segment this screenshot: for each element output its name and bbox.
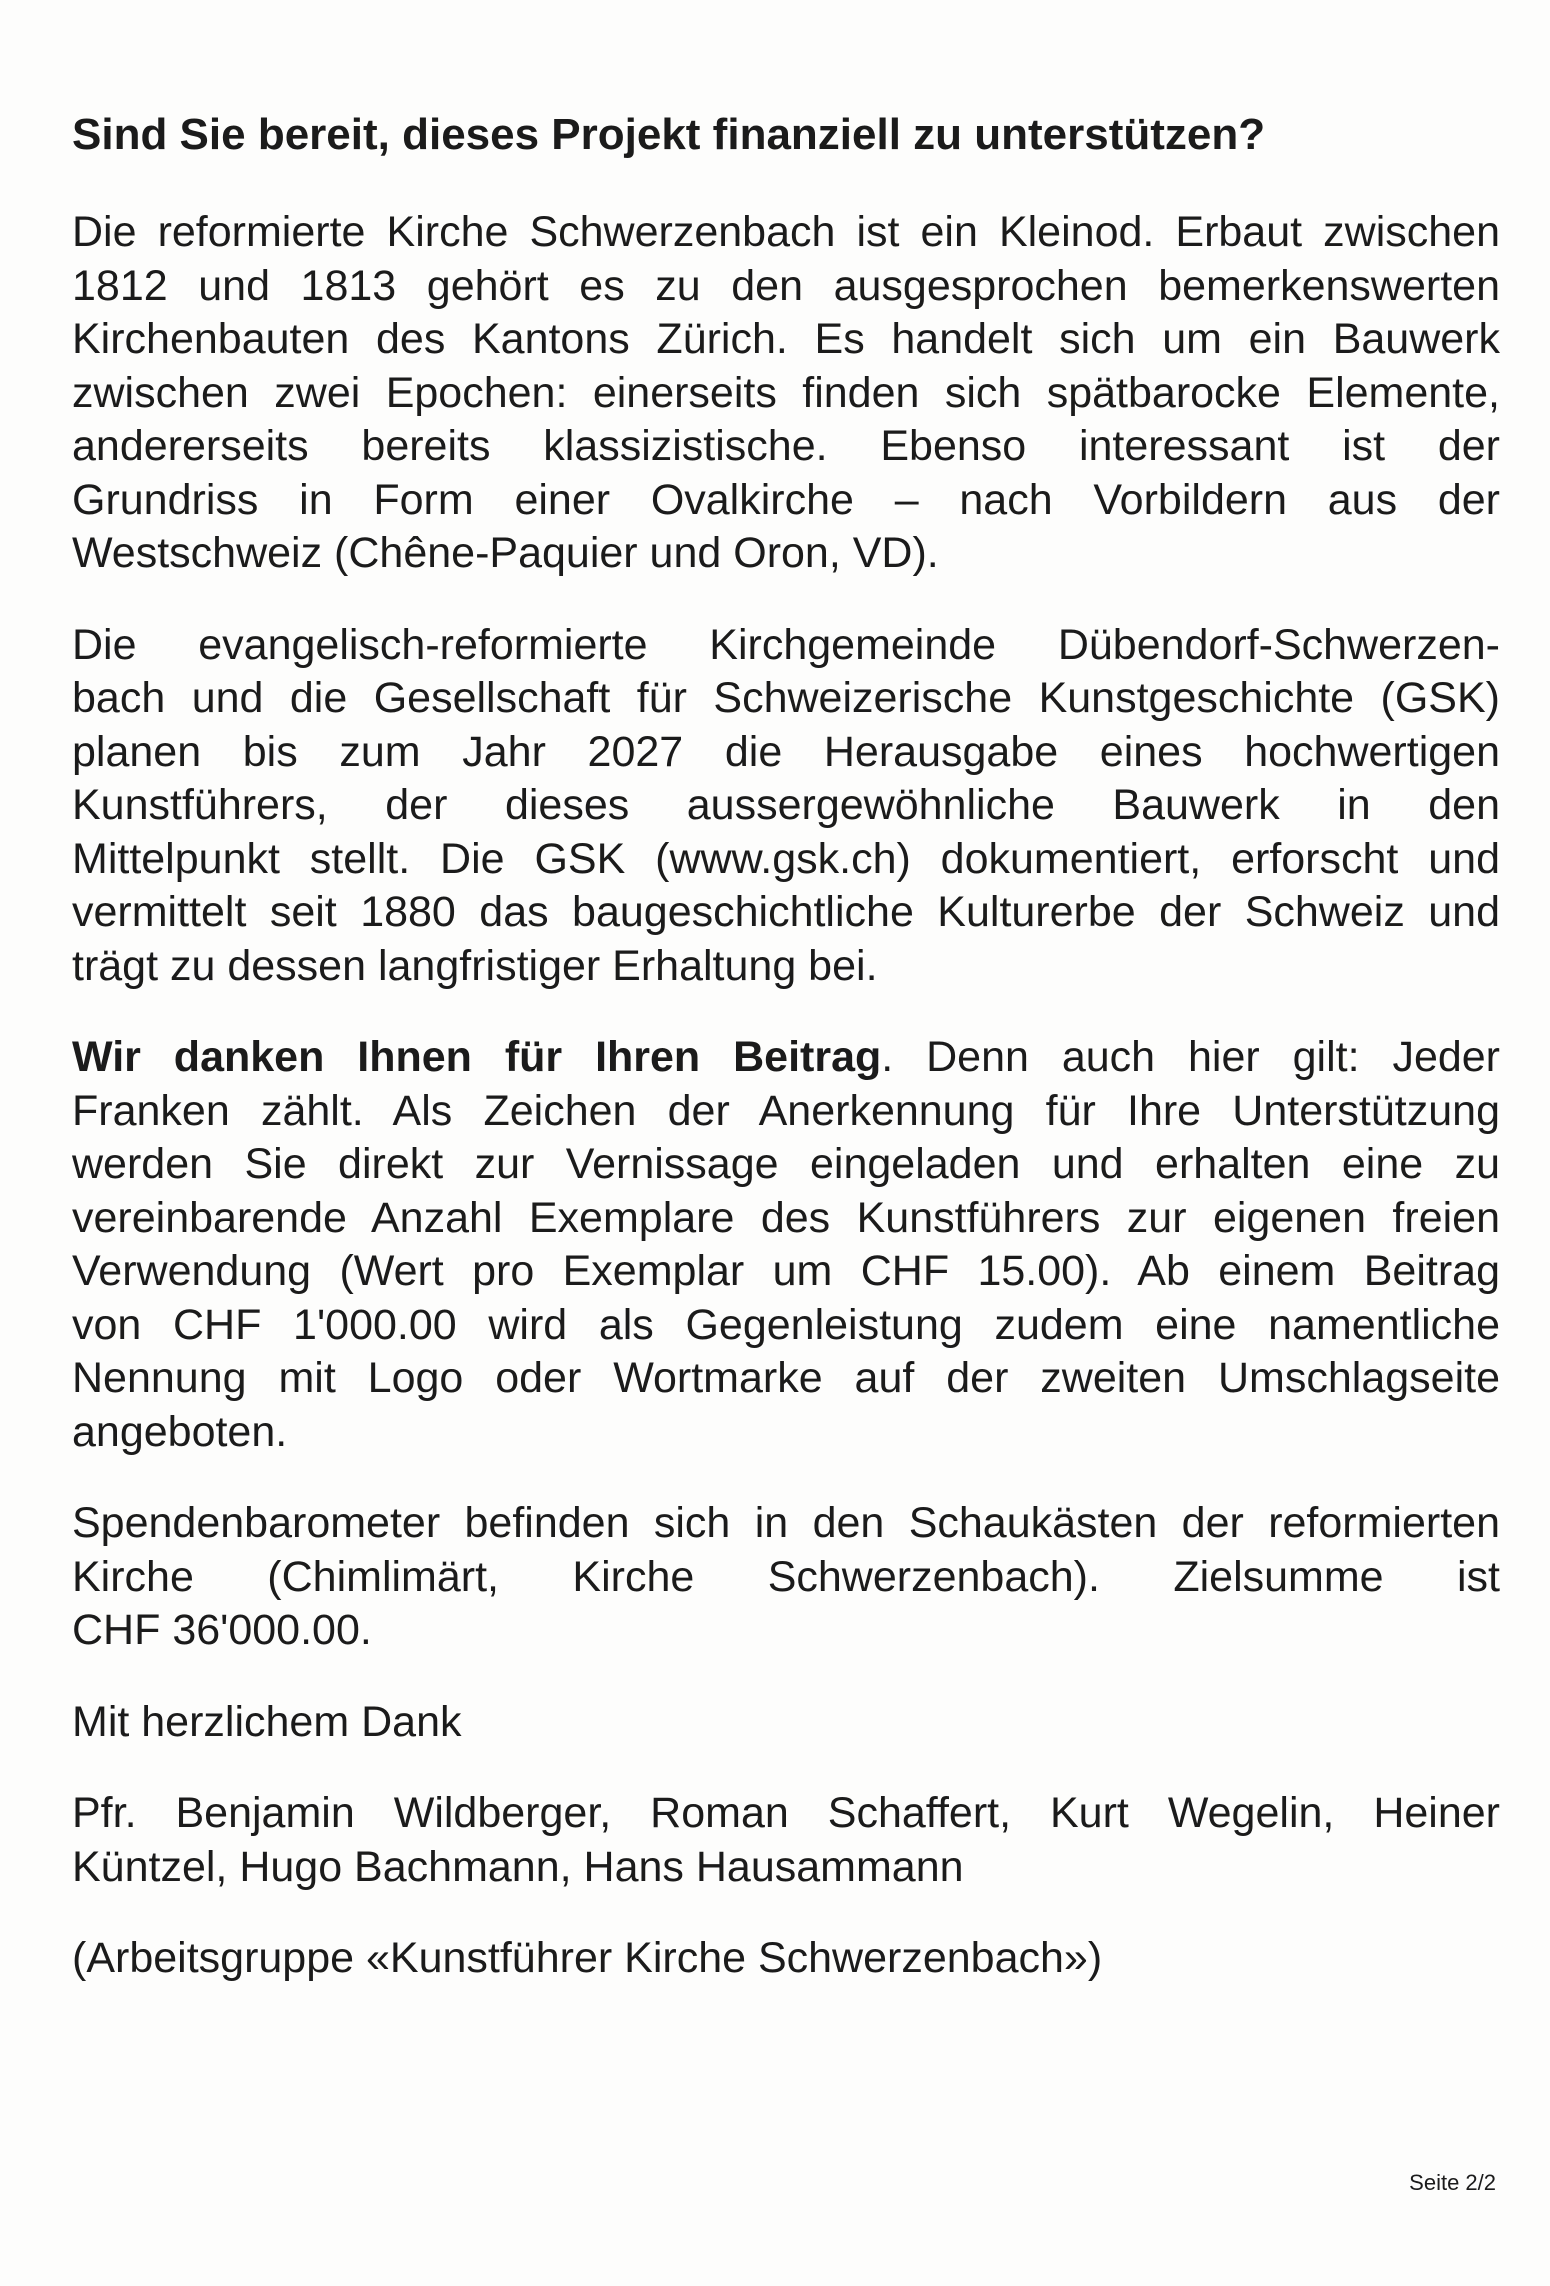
text-line: Die reformierte Kirche Schwerzenbach ist ein Kleinod. Erbaut zwischen [72,208,1500,256]
text-line: Verwendung (Wert pro Exemplar um CHF 15.00). Ab einem Beitrag [72,1247,1500,1295]
text-line: Pfr. Benjamin Wildberger, Roman Schaffert, Kurt Wegelin, Heiner [72,1789,1500,1837]
text-line: CHF 36'000.00. [72,1606,372,1654]
text-line: Grundriss in Form einer Ovalkirche – nach Vorbildern aus der [72,475,1500,524]
text-line: Westschweiz (Chêne-Paquier und Oron, VD). [72,529,939,577]
closing-greeting: Mit herzlichem Dank [72,1697,462,1746]
paragraph-project-description [72,619,1500,994]
paragraph-church-description [72,206,1500,581]
page-heading: Sind Sie bereit, dieses Projekt finanziell zu unterstützen? [72,110,1266,159]
paragraph-thanks [72,1031,1500,1459]
text-line: vermittelt seit 1880 das baugeschichtliche Kulturerbe der Schweiz und [72,888,1500,936]
text-line: Kunstführers, der dieses aussergewöhnliche Bauwerk in den [72,781,1500,829]
text-line: Die evangelisch-reformierte Kirchgemeinde Dübendorf-Schwerzen- [72,620,1500,669]
text-line: Franken zählt. Als Zeichen der Anerkennung für Ihre Unterstützung [72,1086,1500,1135]
text-line: Mittelpunkt stellt. Die GSK (www.gsk.ch) dokumentiert, erforscht und [72,834,1500,883]
paragraph-donation-barometer [72,1497,1500,1658]
text-line: Küntzel, Hugo Bachmann, Hans Hausammann [72,1842,964,1891]
text-line: Kirche (Chimlimärt, Kirche Schwerzenbach). Zielsumme ist [72,1552,1500,1601]
text-line [72,1031,1500,1085]
text-line: Nennung mit Logo oder Wortmarke auf der zweiten Umschlagseite [72,1354,1500,1402]
text-line: vereinbarende Anzahl Exemplare des Kunstführers zur eigenen freien [72,1193,1500,1242]
text-line: 1812 und 1813 gehört es zu den ausgesprochen bemerkenswerten [72,261,1500,310]
working-group: (Arbeitsgruppe «Kunstführer Kirche Schwerzenbach») [72,1934,1103,1982]
text-line: werden Sie direkt zur Vernissage eingeladen und erhalten eine zu [72,1140,1500,1188]
page-number: Seite 2/2 [1409,2170,1496,2195]
text-line: angeboten. [72,1407,288,1456]
text-line: zwischen zwei Epochen: einerseits finden sich spätbarocke Elemente, [72,368,1500,417]
text-line: planen bis zum Jahr 2027 die Herausgabe eines hochwertigen [72,727,1500,776]
signatories [72,1787,1500,1894]
thanks-line-rest: . Denn auch hier gilt: Jeder [881,1033,1501,1081]
text-line: Spendenbarometer befinden sich in den Schaukästen der reformierten [72,1499,1500,1547]
text-line: trägt zu dessen langfristiger Erhaltung bei. [72,941,878,990]
text-line: Kirchenbauten des Kantons Zürich. Es handelt sich um ein Bauwerk [72,315,1500,363]
text-line: andererseits bereits klassizistische. Ebenso interessant ist der [72,422,1500,470]
text-line: bach und die Gesellschaft für Schweizerische Kunstgeschichte (GSK) [72,674,1500,722]
text-line: von CHF 1'000.00 wird als Gegenleistung zudem eine namentliche [72,1300,1500,1349]
letter-body [72,108,1500,2024]
thanks-emphasis: Wir danken Ihnen für Ihren Beitrag [72,1033,882,1081]
